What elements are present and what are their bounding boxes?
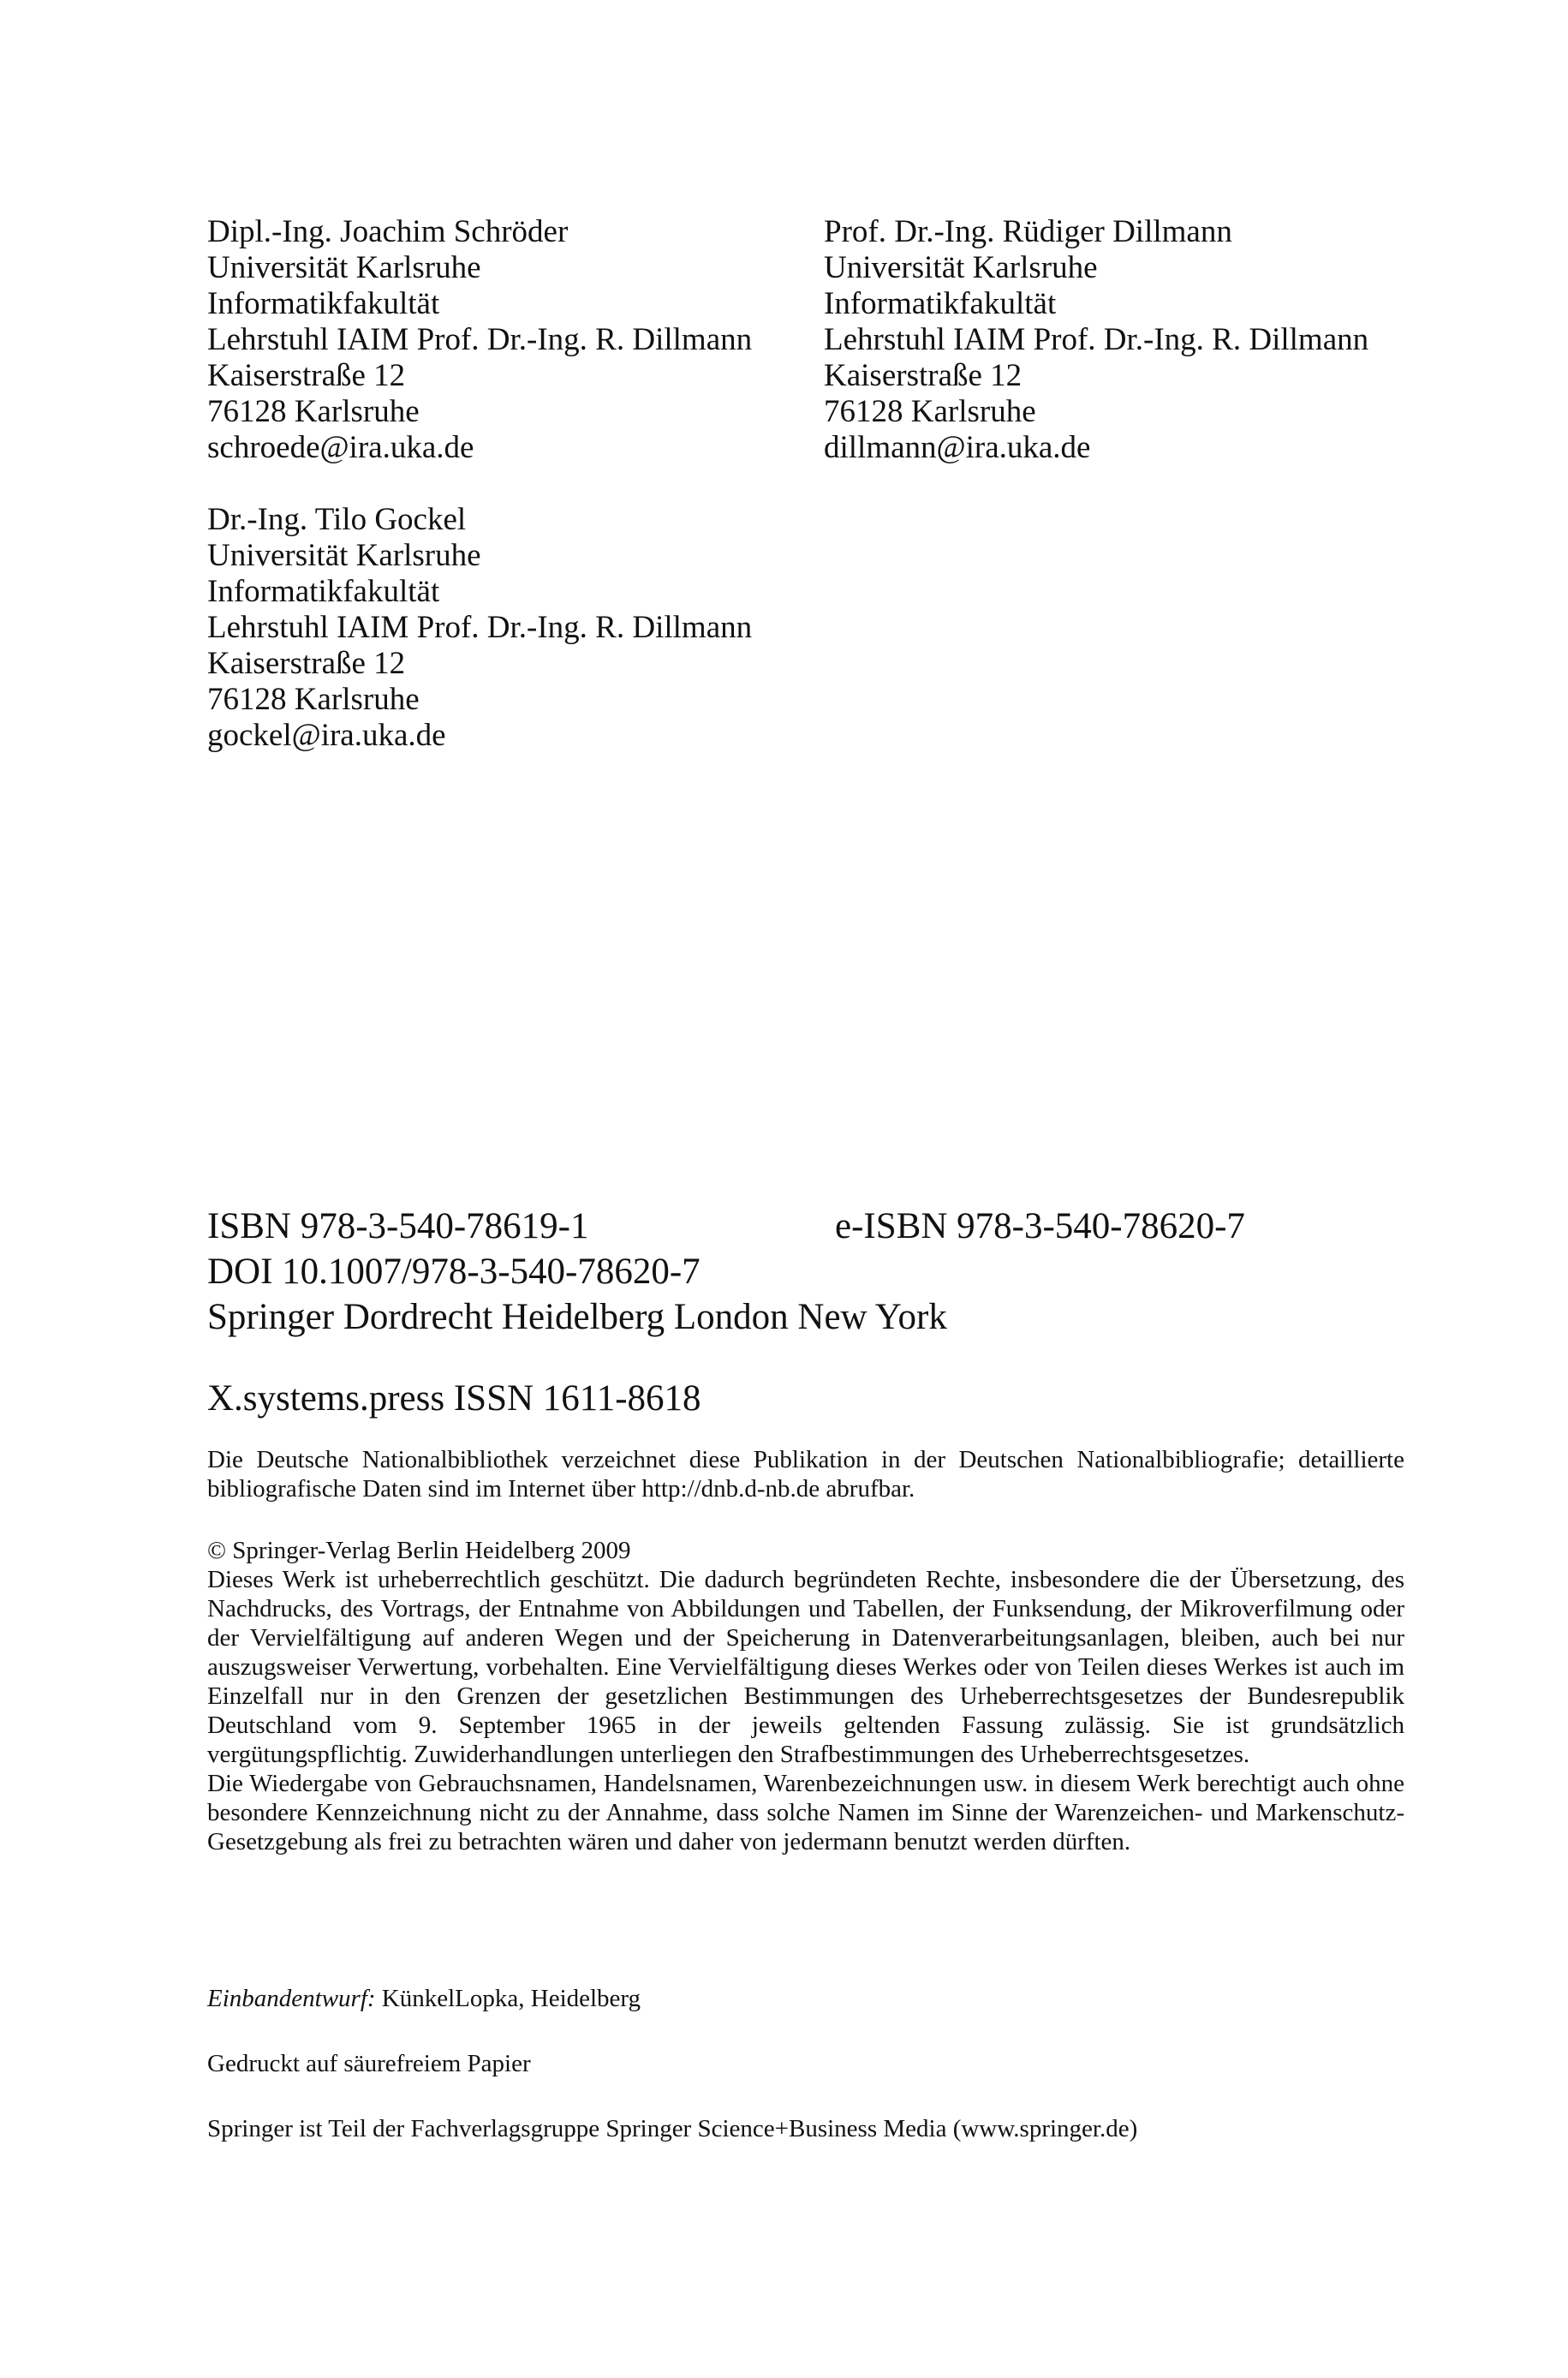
author-university: Universität Karlsruhe	[824, 250, 1098, 285]
author-street: Kaiserstraße 12	[207, 646, 406, 681]
author-name: Dr.-Ing. Tilo Gockel	[207, 502, 467, 537]
author-street: Kaiserstraße 12	[207, 358, 406, 393]
author-name: Prof. Dr.-Ing. Rüdiger Dillmann	[824, 214, 1232, 249]
cover-design-label: Einbandentwurf:	[207, 1985, 376, 2012]
author-email: dillmann@ira.uka.de	[824, 430, 1091, 465]
author-faculty: Informatikfakultät	[207, 286, 440, 321]
author-city: 76128 Karlsruhe	[207, 394, 420, 429]
author-address-gockel	[207, 502, 752, 754]
author-email: gockel@ira.uka.de	[207, 718, 446, 753]
author-university: Universität Karlsruhe	[207, 250, 481, 285]
trademark-text: Die Wiedergabe von Gebrauchsnamen, Handelsnamen, Warenbezeichnungen usw. in diesem Werk berechtigt auch ohne besondere Kennzeichnung nicht zu der Annahme, dass solche Namen im Sinne der Warenzeichen- und Markenschutz-Gesetzgebung als frei zu betrachten wären und daher von jedermann benutzt werden dürften.	[207, 1770, 1404, 1855]
springer-group-note: Springer ist Teil der Fachverlagsgruppe Springer Science+Business Media (www.springer.de)	[207, 2115, 1138, 2142]
author-name: Dipl.-Ing. Joachim Schröder	[207, 214, 569, 249]
isbn: ISBN 978-3-540-78619-1	[207, 1206, 589, 1246]
author-street: Kaiserstraße 12	[824, 358, 1022, 393]
author-chair: Lehrstuhl IAIM Prof. Dr.-Ing. R. Dillmann	[207, 610, 753, 645]
publisher-locations: Springer Dordrecht Heidelberg London New York	[207, 1297, 947, 1337]
copyright-section	[207, 1536, 1404, 1856]
author-address-schroeder	[207, 214, 752, 466]
copyright-line: © Springer-Verlag Berlin Heidelberg 2009	[207, 1537, 631, 1564]
cover-design-value: KünkelLopka, Heidelberg	[381, 1985, 641, 2012]
paper-note: Gedruckt auf säurefreiem Papier	[207, 2050, 531, 2077]
author-city: 76128 Karlsruhe	[207, 682, 420, 717]
cover-design-note	[207, 1984, 1404, 2013]
author-faculty: Informatikfakultät	[207, 574, 440, 609]
series-issn: X.systems.press ISSN 1611-8618	[207, 1378, 701, 1419]
e-isbn: e-ISBN 978-3-540-78620-7	[835, 1206, 1245, 1246]
author-chair: Lehrstuhl IAIM Prof. Dr.-Ing. R. Dillmann	[824, 322, 1369, 357]
dnb-notice-text: Die Deutsche Nationalbibliothek verzeichnet diese Publikation in der Deutschen Nationalbibliografie; detaillierte bibliografische Daten sind im Internet über http://dnb.d-nb.de abrufbar.	[207, 1446, 1404, 1503]
author-email: schroede@ira.uka.de	[207, 430, 474, 465]
author-city: 76128 Karlsruhe	[824, 394, 1036, 429]
author-university: Universität Karlsruhe	[207, 538, 481, 573]
copyright-text: Dieses Werk ist urheberrechtlich geschützt. Die dadurch begründeten Rechte, insbesondere die der Übersetzung, des Nachdrucks, des Vortrags, der Entnahme von Abbildungen und Tabellen, der Funksendung, der Mikroverfilmung oder der Vervielfältigung auf anderen Wegen und der Speicherung in Datenverarbeitungsanlagen, bleiben, auch bei nur auszugsweiser Verwertung, vorbehalten. Eine Vervielfältigung dieses Werkes oder von Teilen dieses Werkes ist auch im Einzelfall nur in den Grenzen der gesetzlichen Bestimmungen des Urheberrechtsgesetzes der Bundesrepublik Deutschland vom 9. September 1965 in der jeweils geltenden Fassung zulässig. Sie ist grundsätzlich vergütungspflichtig. Zuwiderhandlungen unterliegen den Strafbestimmungen des Urheberrechtsgesetzes.	[207, 1566, 1404, 1768]
author-faculty: Informatikfakultät	[824, 286, 1057, 321]
author-chair: Lehrstuhl IAIM Prof. Dr.-Ing. R. Dillmann	[207, 322, 753, 357]
dnb-notice	[207, 1445, 1404, 1503]
author-address-dillmann	[824, 214, 1368, 466]
doi: DOI 10.1007/978-3-540-78620-7	[207, 1252, 701, 1292]
